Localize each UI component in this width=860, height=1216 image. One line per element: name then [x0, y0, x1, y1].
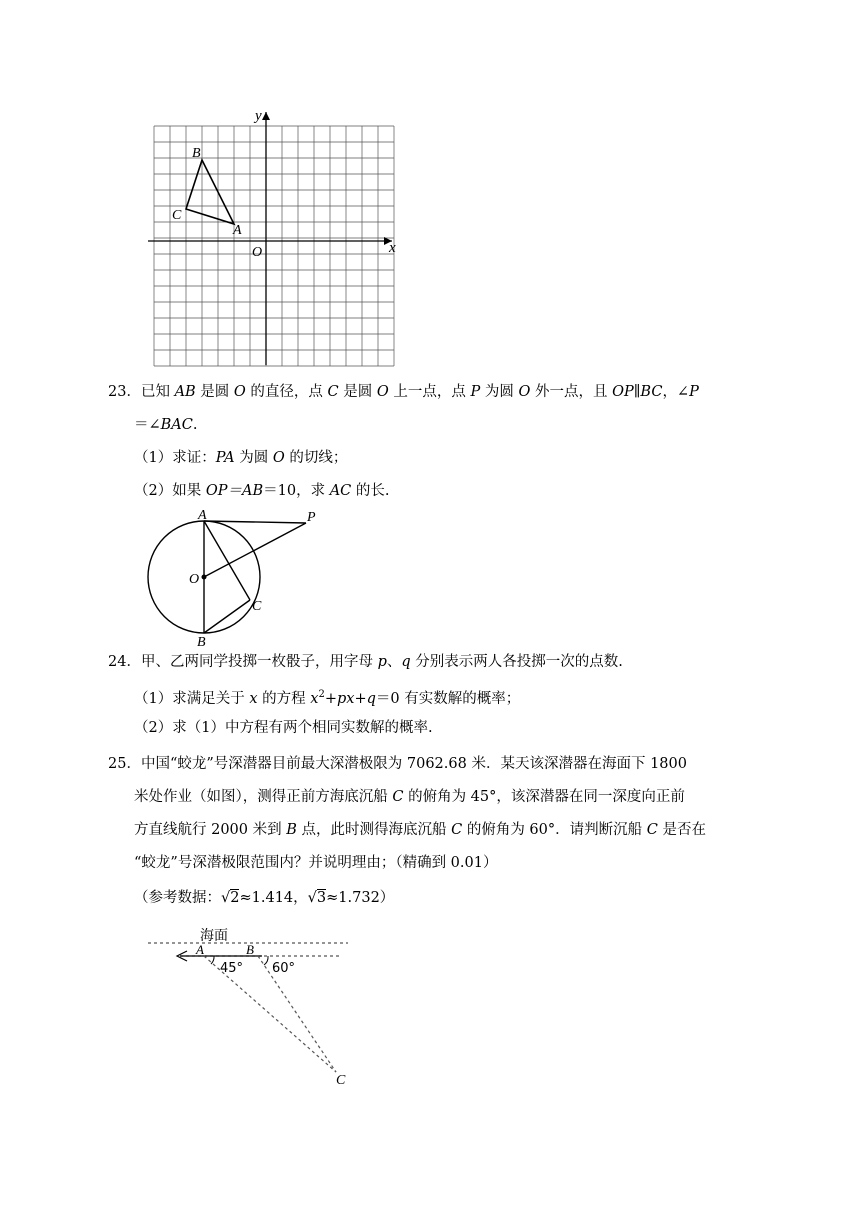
q25-line-1: [108, 754, 687, 774]
q23-var: O: [272, 450, 285, 466]
label-o: O: [189, 572, 200, 587]
q24-text: 、: [386, 654, 402, 670]
q25-text: ≈1.414，: [239, 890, 308, 906]
q25-line-3: [134, 820, 706, 840]
q24-var: x: [310, 690, 319, 707]
q24-text: 甲、乙两同学投掷一枚骰子，用字母: [140, 654, 378, 670]
sightline-bc: [258, 956, 336, 1072]
label-a: A: [196, 942, 204, 957]
q23-line-2: [134, 415, 198, 435]
q23-text: 是圆: [195, 384, 234, 400]
label-p: P: [307, 510, 316, 525]
q23-text: ＝∠: [134, 417, 161, 433]
q23-var: OP∥BC: [612, 384, 663, 400]
q23-text: （2）如果: [134, 483, 206, 499]
q23-var: BAC: [160, 417, 193, 433]
q23-text: 外一点，且: [530, 384, 613, 400]
q24-text: 的方程: [257, 690, 311, 707]
q23-var: P: [689, 384, 699, 400]
q23-var: O: [518, 384, 531, 400]
q23-line-1: [108, 382, 699, 402]
q24-text: （1）求满足关于: [134, 690, 250, 707]
q23-var: C: [327, 384, 339, 400]
q23-var: PA: [215, 450, 235, 466]
q24-text: ＝0 有实数解的概率；: [375, 690, 521, 707]
q25-var: B: [286, 822, 297, 838]
q24-var: px: [336, 690, 355, 707]
q25-text: 米处作业（如图），测得正前方海底沉船: [134, 789, 393, 805]
center-dot: [202, 575, 207, 580]
q23-var: OP＝AB: [205, 483, 264, 499]
q25-reference: [134, 888, 394, 908]
q25-line-2: [134, 787, 685, 807]
q23-var: AB: [174, 384, 196, 400]
q25-text: 的俯角为 60°．请判断沉船: [462, 822, 647, 838]
q23-text: 的长.: [351, 483, 390, 499]
q24-text: +: [324, 690, 337, 707]
q25-text: “蛟龙”号深潜极限范围内？并说明理由；（精确到 0.01）: [134, 855, 498, 871]
q24-sub-2: [134, 718, 433, 738]
coordinate-grid-figure: [140, 100, 410, 370]
label-b: B: [197, 635, 206, 650]
segment-ac: [204, 521, 250, 600]
q23-text: ＝10，求: [263, 483, 330, 499]
label-45: 45°: [220, 961, 244, 976]
q25-text: 的俯角为 45°，该深潜器在同一深度向正前: [403, 789, 685, 805]
label-a: A: [198, 508, 207, 523]
q24-text: +: [354, 690, 367, 707]
q23-text: 上一点，点: [388, 384, 471, 400]
q24-var: q: [401, 654, 411, 670]
q24-line-1: [108, 652, 623, 672]
y-axis-arrow: [262, 112, 270, 120]
q23-text: 是圆: [338, 384, 377, 400]
q23-text: ，∠: [662, 384, 690, 400]
q23-text: 的切线；: [284, 450, 348, 466]
q23-text: 已知: [140, 384, 175, 400]
q25-text: ≈1.732）: [326, 890, 395, 906]
q25-radicand: 3: [316, 890, 327, 906]
label-c: C: [252, 599, 262, 614]
q25-var: C: [646, 822, 658, 838]
label-b: B: [246, 942, 254, 957]
label-y: y: [255, 108, 262, 124]
angle-arc-60: [264, 956, 268, 965]
label-sea: 海面: [200, 928, 228, 944]
q23-var: O: [376, 384, 389, 400]
q23-number: 23．: [108, 384, 141, 400]
q24-var: p: [377, 654, 387, 670]
label-60: 60°: [272, 961, 296, 976]
q25-var: C: [392, 789, 404, 805]
label-point-c: C: [172, 208, 182, 223]
q23-var: P: [470, 384, 481, 400]
q23-text: 为圆: [234, 450, 273, 466]
q25-text: 是否在: [657, 822, 706, 838]
angle-arc-45: [211, 956, 214, 964]
q24-text: （2）求（1）中方程有两个相同实数解的概率.: [134, 720, 433, 736]
submarine-figure: [140, 920, 355, 1090]
q25-text: 点，此时测得海底沉船: [296, 822, 452, 838]
q23-text: （1）求证：: [134, 450, 216, 466]
label-origin: O: [252, 245, 263, 260]
label-c: C: [336, 1073, 346, 1088]
q24-var: q: [366, 690, 376, 707]
q23-text: .: [192, 417, 198, 433]
q24-number: 24．: [108, 654, 141, 670]
q23-sub-1: [134, 448, 347, 468]
q25-radicand: 2: [230, 890, 240, 906]
sqrt-sign-icon: √: [307, 890, 317, 906]
label-point-b: B: [192, 146, 201, 161]
q23-var: O: [233, 384, 246, 400]
label-point-a: A: [233, 223, 242, 238]
q25-text: （参考数据：: [134, 890, 221, 906]
q25-text: 方直线航行 2000 米到: [134, 822, 287, 838]
circle-figure: [140, 505, 330, 650]
q23-sub-2: [134, 481, 389, 501]
q25-text: 中国“蛟龙”号深潜器目前最大深潜极限为 7062.68 米．某天该深潜器在海面下 1800: [140, 756, 687, 772]
q23-var: AC: [329, 483, 352, 499]
grid-lines: [154, 126, 394, 366]
q24-sub-1: [134, 685, 520, 709]
segment-op: [204, 523, 306, 577]
q25-number: 25．: [108, 756, 141, 772]
label-x: x: [389, 240, 396, 256]
sqrt-sign-icon: √: [221, 890, 231, 906]
q23-text: 的直径，点: [245, 384, 328, 400]
q24-var: x: [249, 690, 258, 707]
q25-var: C: [451, 822, 463, 838]
q23-text: 为圆: [480, 384, 519, 400]
q24-exponent: 2: [318, 689, 325, 700]
triangle-abc: [186, 160, 234, 224]
q24-text: 分别表示两人各投掷一次的点数.: [410, 654, 623, 670]
q25-line-4: [134, 853, 497, 873]
